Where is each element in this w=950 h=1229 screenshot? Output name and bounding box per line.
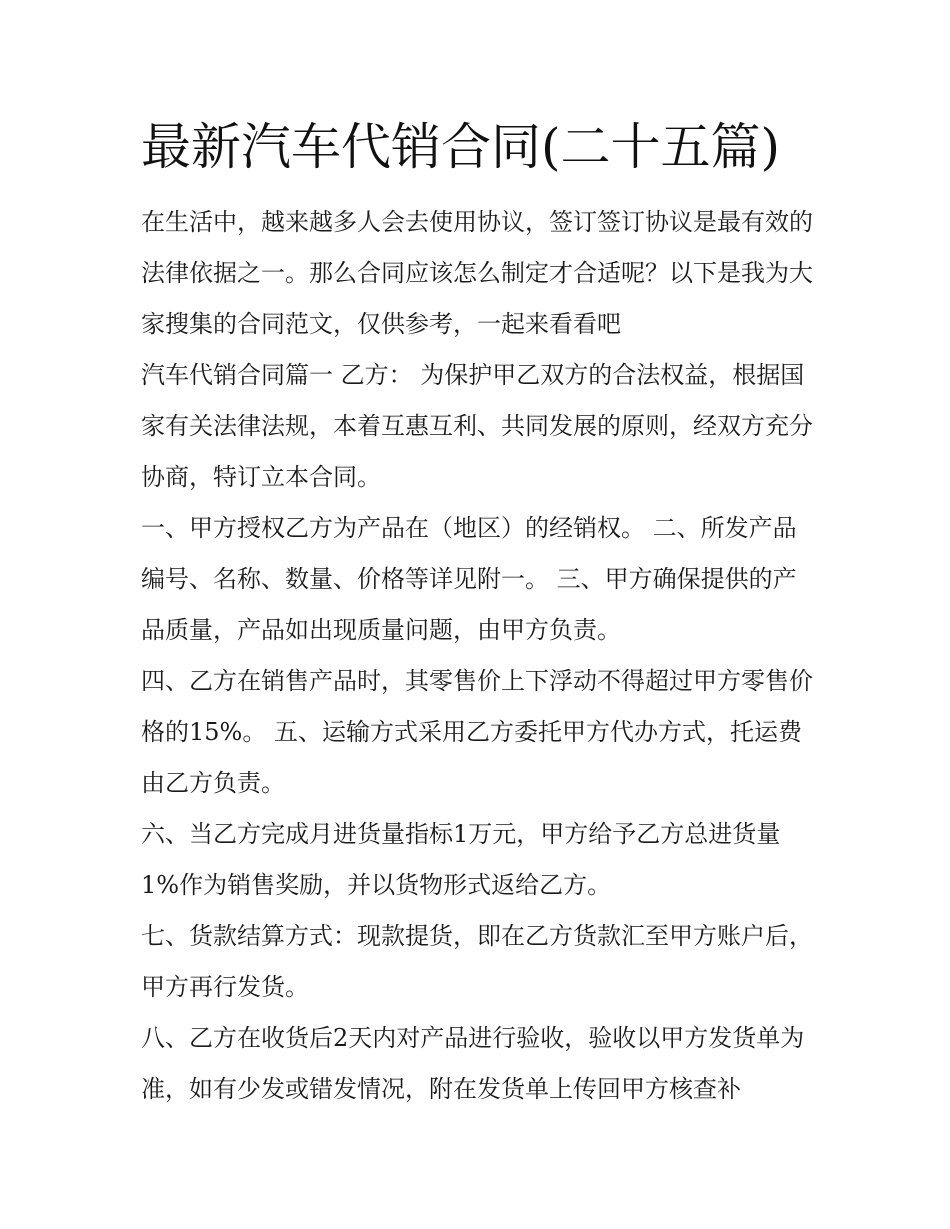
document-title: 最新汽车代销合同(二十五篇) bbox=[141, 118, 781, 176]
paragraph-intro: 在生活中，越来越多人会去使用协议，签订签订协议是最有效的法律依据之一。那么合同应该怎么制定才合适呢？以下是我为大家搜集的合同范文，仅供参考，一起来看看吧 bbox=[141, 208, 813, 338]
paragraph-clause-6: 六、当乙方完成月进货量指标1万元，甲方给予乙方总进货量1%作为销售奖励，并以货物形式返给乙方。 bbox=[141, 820, 781, 899]
paragraph-clause-8: 八、乙方在收货后2天内对产品进行验收，验收以甲方发货单为准，如有少发或错发情况，附在发货单上传回甲方核查补 bbox=[141, 1024, 805, 1103]
paragraph-clause-7: 七、货款结算方式：现款提货，即在乙方货款汇至甲方账户后，甲方再行发货。 bbox=[141, 922, 813, 1001]
paragraph-clauses-4-5: 四、乙方在销售产品时，其零售价上下浮动不得超过甲方零售价格的15%。 五、运输方式采用乙方委托甲方代办方式，托运费由乙方负责。 bbox=[141, 667, 813, 797]
paragraph-clauses-1-3: 一、甲方授权乙方为产品在（地区）的经销权。 二、所发产品编号、名称、数量、价格等详见附一。 三、甲方确保提供的产品质量，产品如出现质量问题，由甲方负责。 bbox=[141, 514, 797, 644]
document-body bbox=[141, 197, 813, 1115]
paragraph-contract-preamble: 汽车代销合同篇一 乙方： 为保护甲乙双方的合法权益，根据国家有关法律法规，本着互惠互利、共同发展的原则，经双方充分协商，特订立本合同。 bbox=[141, 361, 813, 491]
